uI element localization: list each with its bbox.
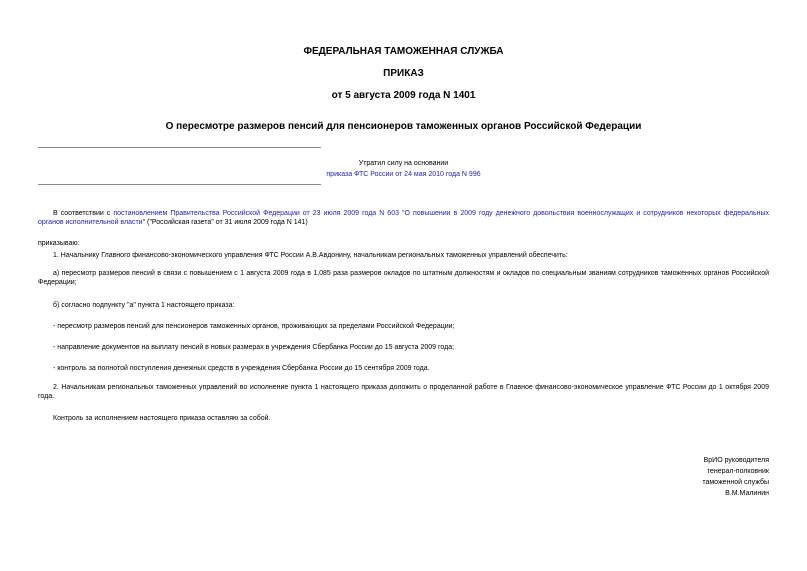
order-word: приказываю: [38,240,80,247]
signature-service: таможенной службы [702,479,769,486]
item-1: 1. Начальнику Главного финансово-экономического управления ФТС России А.В.Авдонину, начальникам региональных таможенных управлений обеспечить: [53,252,568,259]
agency-name: ФЕДЕРАЛЬНАЯ ТАМОЖЕННАЯ СЛУЖБА [303,46,504,57]
item-2: 2. Начальникам региональных таможенных управлений во исполнение пункта 1 настоящего приказа доложить о проделанной работе в Главное финансово-экономическое управление ФТС России до 1 октября 2009 года. [38,384,769,400]
divider-bottom [38,184,321,185]
preamble-paragraph [38,209,769,227]
lost-force-basis-link[interactable]: приказа ФТС России от 24 мая 2010 года N 996 [326,171,481,178]
divider-top [38,147,321,148]
control-clause: Контроль за исполнением настоящего приказа оставляю за собой. [53,415,271,422]
preamble-text-before: В соответствии с [53,210,114,217]
signature-name: В.М.Малинин [725,490,769,497]
signature-rank: генерал-полковник [707,468,769,475]
item-1b-dash-2: - направление документов на выплату пенсий в новых размерах в учреждения Сбербанка России до 15 августа 2009 года; [53,344,455,351]
doc-date-number: от 5 августа 2009 года N 1401 [331,90,476,101]
preamble-text-after: ("Российская газета" от 31 июля 2009 года N 141) [145,219,308,226]
item-1b-dash-3: - контроль за полнотой поступления денежных средств в учреждения Сбербанка России до 15 сентября 2009 года. [53,365,430,372]
doc-type: ПРИКАЗ [383,68,424,79]
lost-force-note: Утратил силу на основании [358,160,449,167]
signature-position: ВрИО руководителя [703,457,769,464]
government-decree-link[interactable]: постановлением Правительства Российской Федерации от 23 июля 2009 года N 603 "О повышении в 2009 году денежного довольствия военнослужащих и сотрудников некоторых федеральных органов исполнительной власти" [38,210,770,226]
item-1b: б) согласно подпункту "а" пункта 1 настоящего приказа: [53,302,235,309]
doc-title: О пересмотре размеров пенсий для пенсионеров таможенных органов Российской Федерации [165,121,642,132]
item-1a: а) пересмотр размеров пенсий в связи с повышением с 1 августа 2009 года в 1,085 раза размеров окладов по штатным должностям и окладов по специальным званиям сотрудников таможенных органов Российской Федерации; [38,270,769,286]
item-1b-dash-1: - пересмотр размеров пенсий для пенсионеров таможенных органов, проживающих за пределами Российской Федерации; [53,323,455,330]
